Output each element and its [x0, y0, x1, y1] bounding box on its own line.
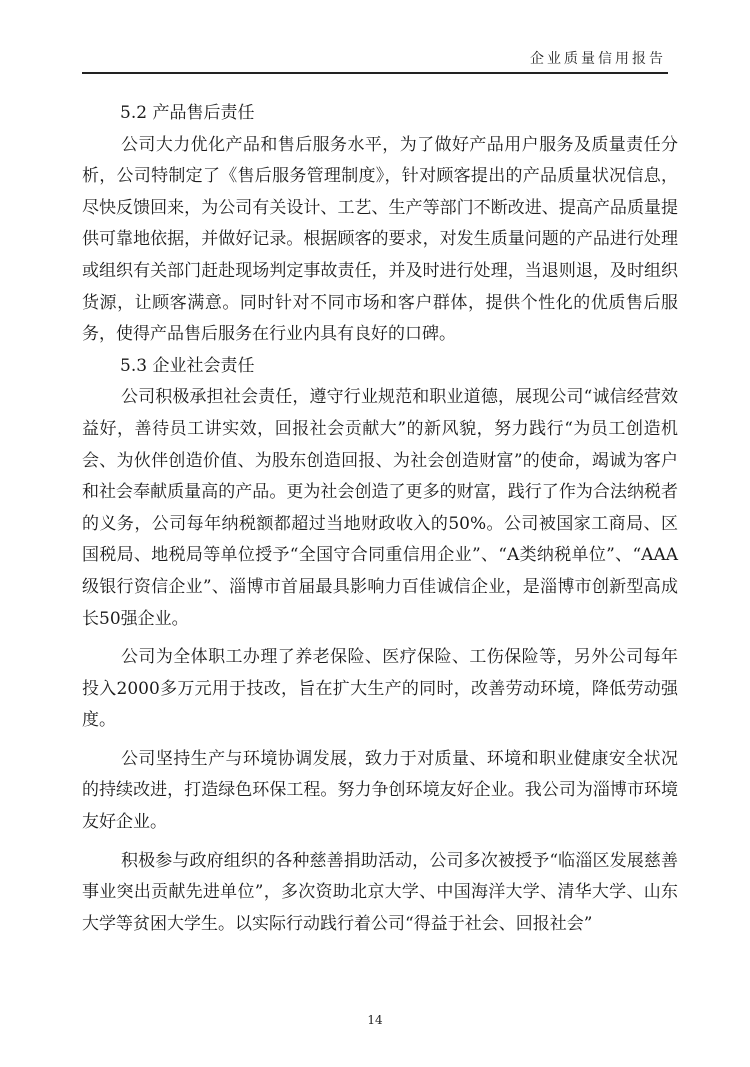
paragraph-social-responsibility: 公司积极承担社会责任，遵守行业规范和职业道德，展现公司“诚信经营效益好，善待员工讲实效，回报社会贡献大”的新风貌，努力践行“为员工创造机会、为伙伴创造价值、为股东创造回报、为社会创造财富”的使命，竭诚为客户和社会奉献质量高的产品。更为社会创造了更多的财富，践行了作为合法纳税者的义务，公司每年纳税额都超过当地财政收入的50%。公司被国家工商局、区国税局、地税局等单位授予“全国守合同重信用企业”、“A类纳税单位”、“AAA级银行资信企业”、淄博市首届最具影响力百佳诚信企业，是淄博市创新型高成长50强企业。 [82, 387, 678, 629]
paragraph-charity: 积极参与政府组织的各种慈善捐助活动，公司多次被授予“临淄区发展慈善事业突出贡献先进单位”，多次资助北京大学、中国海洋大学、清华大学、山东大学等贫困大学生。以实际行动践行着公司“得益于社会、回报社会” [82, 850, 678, 934]
document-body [82, 98, 678, 940]
page-number: 14 [367, 1013, 383, 1027]
section-heading-after-sales: 5.2 产品售后责任 [120, 103, 255, 123]
paragraph-after-sales: 公司大力优化产品和售后服务水平，为了做好产品用户服务及质量责任分析，公司特制定了《售后服务管理制度》，针对顾客提出的产品质量状况信息，尽快反馈回来，为公司有关设计、工艺、生产等部门不断改进、提高产品质量提供可靠地依据，并做好记录。根据顾客的要求，对发生质量问题的产品进行处理或组织有关部门赶赴现场判定事故责任，并及时进行处理，当退则退，及时组织货源，让顾客满意。同时针对不同市场和客户群体，提供个性化的优质售后服务，使得产品售后服务在行业内具有良好的口碑。 [82, 134, 678, 345]
paragraph-employee-welfare: 公司为全体职工办理了养老保险、医疗保险、工伤保险等，另外公司每年投入2000多万元用于技改，旨在扩大生产的同时，改善劳动环境，降低劳动强度。 [82, 647, 678, 731]
paragraph-environment: 公司坚持生产与环境协调发展，致力于对质量、环境和职业健康安全状况的持续改进，打造绿色环保工程。努力争创环境友好企业。我公司为淄博市环境友好企业。 [82, 748, 678, 833]
page-header [82, 46, 668, 74]
section-heading-social-responsibility: 5.3 企业社会责任 [120, 355, 255, 376]
header-title: 企业质量信用报告 [530, 51, 666, 67]
